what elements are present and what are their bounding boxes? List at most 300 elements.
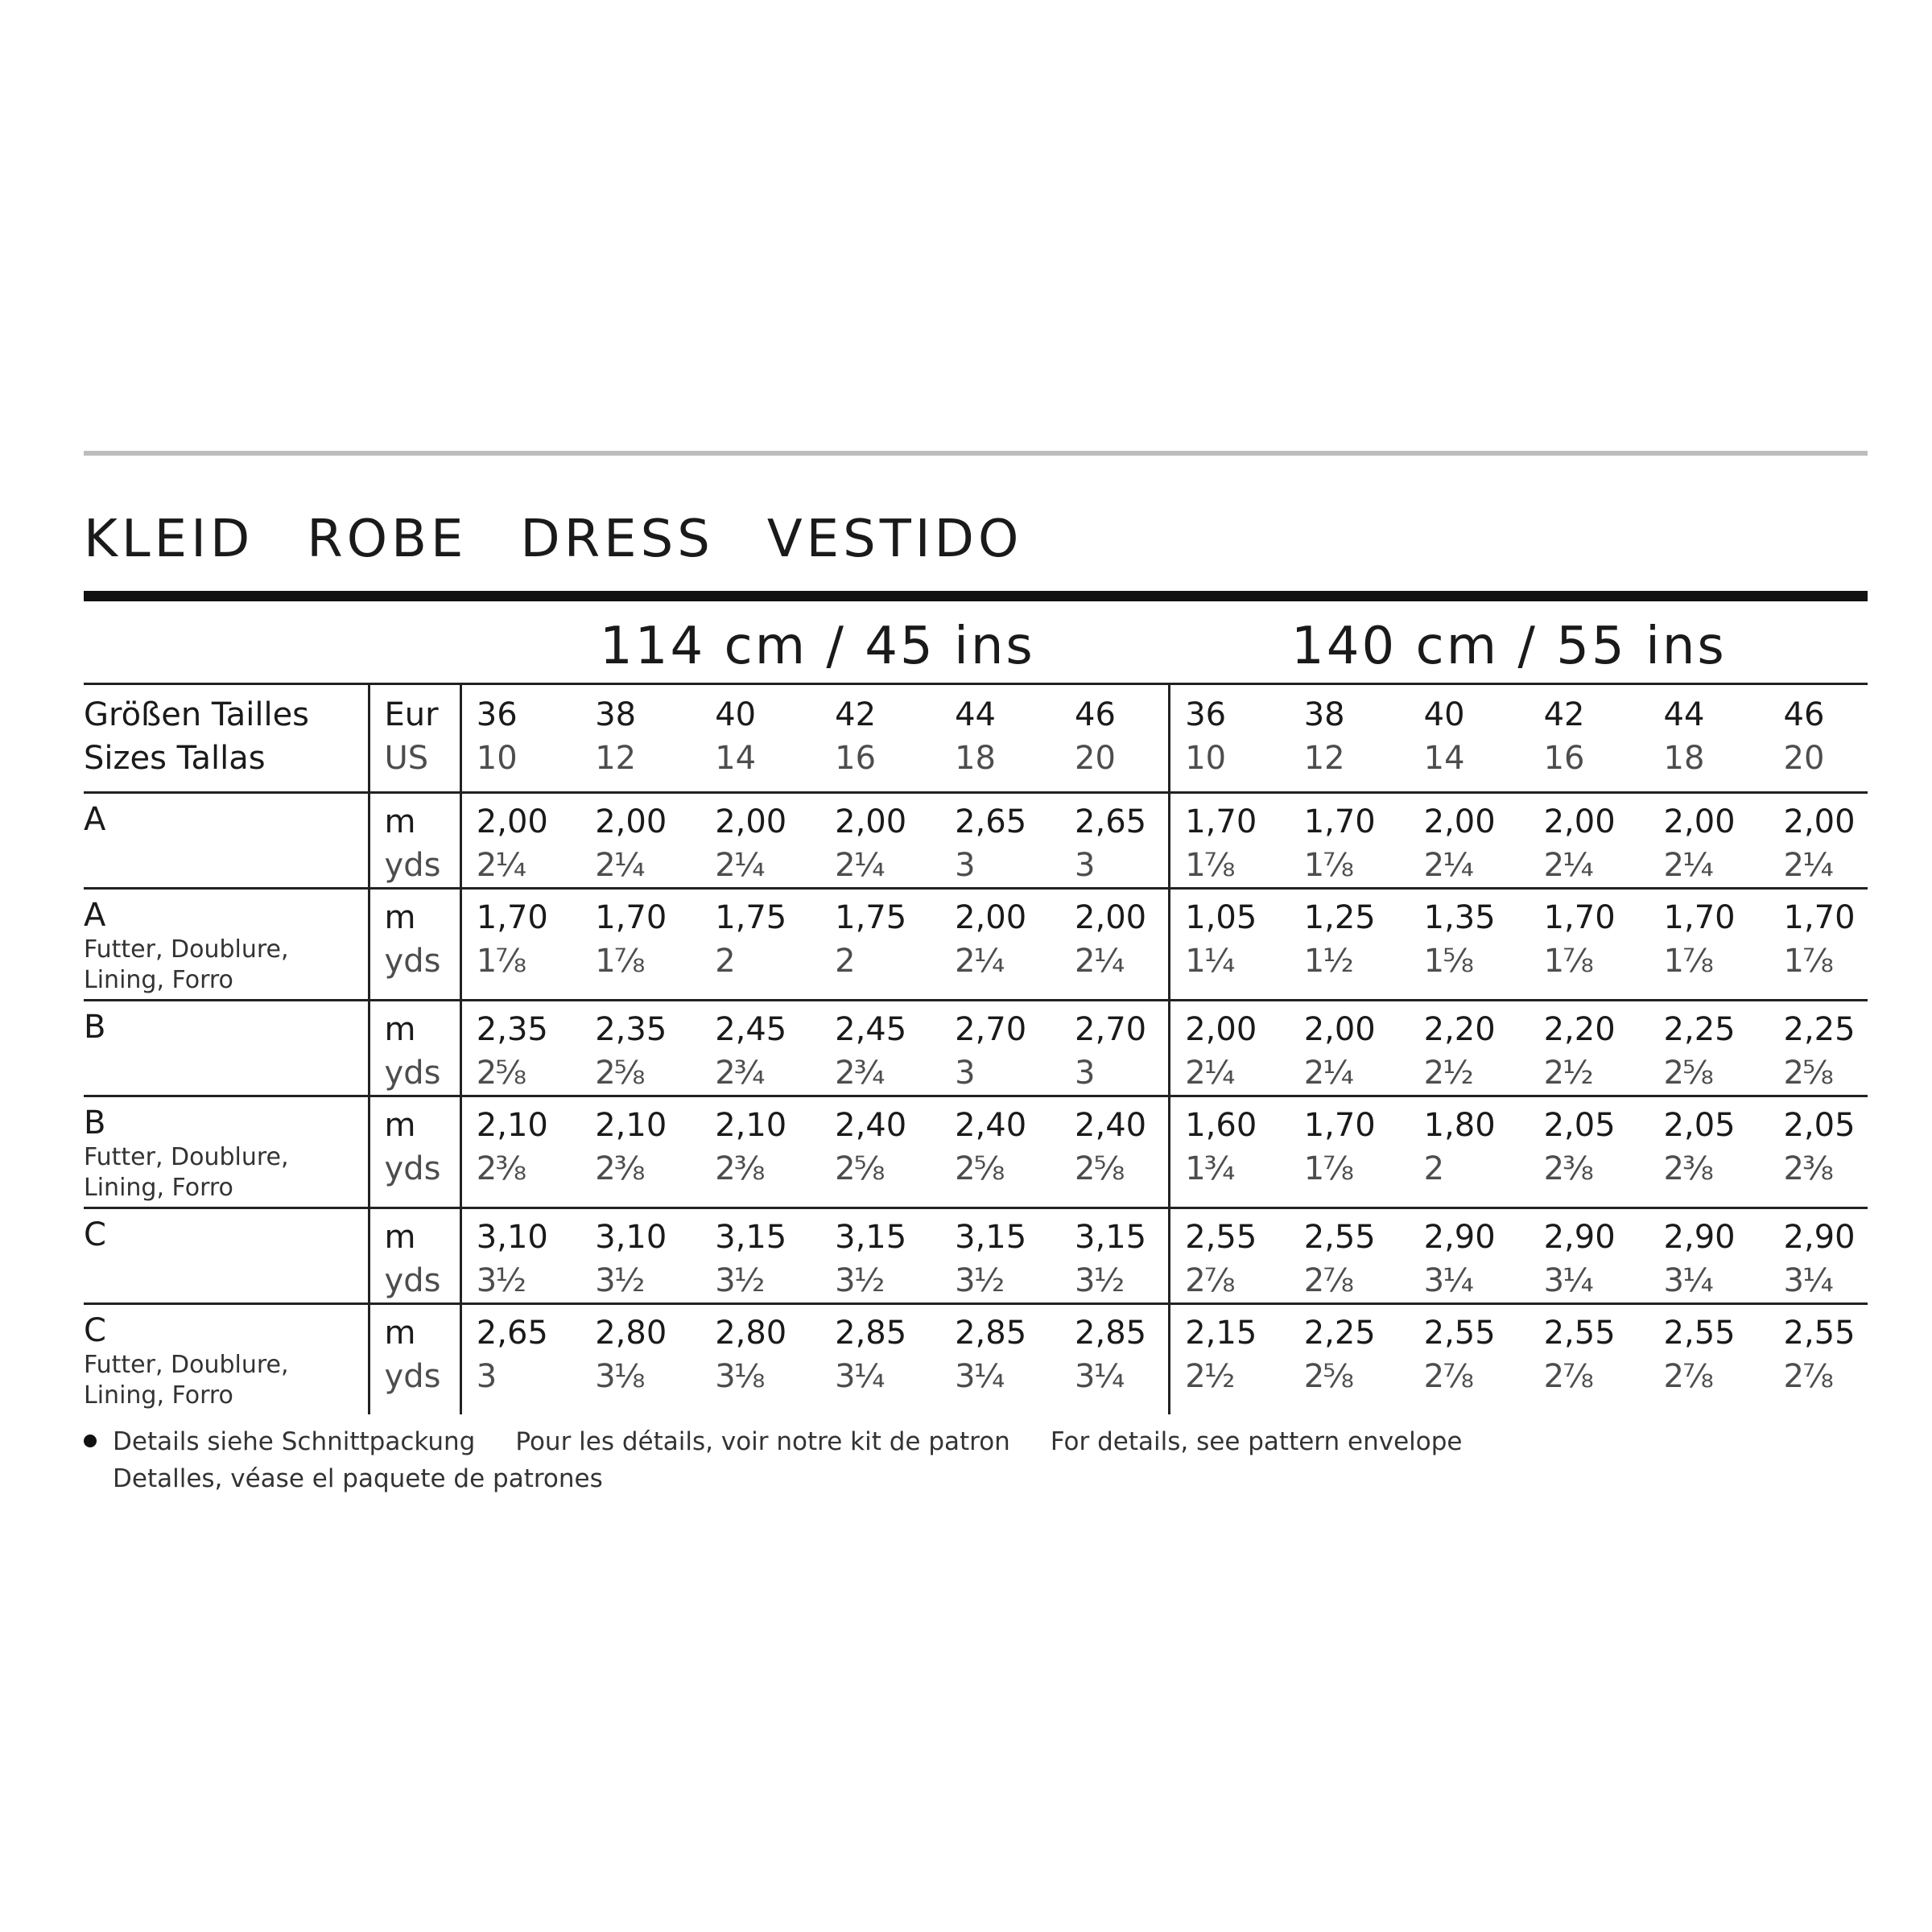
yardage-cell [1410, 889, 1530, 1001]
yardage-cell [1410, 1304, 1530, 1415]
metres-value: 2,00 [1303, 1011, 1376, 1048]
yardage-cell [1769, 1096, 1868, 1208]
yardage-cell [820, 1001, 940, 1096]
yardage-cell [1060, 793, 1170, 889]
size-label-line2: Sizes Tallas [84, 740, 266, 777]
lining-label-line2: Lining, Forro [84, 1174, 233, 1202]
yards-value: 2⅞ [1423, 1358, 1472, 1395]
yards-value: 3¼ [1423, 1262, 1472, 1299]
unit-metric: m [384, 899, 416, 936]
size-label-line1: Größen Tailles [84, 696, 310, 733]
yardage-cell [1410, 1208, 1530, 1304]
yards-value: 2½ [1423, 1055, 1472, 1092]
lining-label-line2: Lining, Forro [84, 1381, 233, 1410]
yardage-cell [1769, 1001, 1868, 1096]
metres-value: 2,85 [955, 1315, 1027, 1352]
metres-value: 2,15 [1185, 1315, 1257, 1352]
yards-value: 2⅞ [1185, 1262, 1234, 1299]
metres-value: 2,00 [476, 803, 548, 840]
yardage-cell [580, 1096, 700, 1208]
metres-value: 2,20 [1423, 1011, 1496, 1048]
title-german: KLEID [84, 510, 254, 569]
view-label-cell [84, 793, 369, 889]
yards-value: 2¾ [835, 1055, 884, 1092]
lining-label-line2: Lining, Forro [84, 966, 233, 994]
eur-size: 46 [1075, 696, 1116, 733]
yards-value: 2⅝ [1303, 1358, 1352, 1395]
size-column-header [1649, 684, 1769, 793]
yards-value: 1¼ [1185, 943, 1234, 980]
yards-value: 3⅛ [595, 1358, 644, 1395]
metres-value: 1,70 [1303, 803, 1376, 840]
yards-value: 2¼ [595, 847, 644, 884]
metres-value: 2,05 [1543, 1107, 1616, 1144]
us-size: 14 [715, 740, 757, 777]
us-size: 10 [476, 740, 518, 777]
metres-value: 2,25 [1303, 1315, 1376, 1352]
yardage-cell [1530, 793, 1649, 889]
metres-value: 2,35 [595, 1011, 667, 1048]
metres-value: 2,70 [1075, 1011, 1147, 1048]
metres-value: 2,00 [1185, 1011, 1257, 1048]
yardage-cell [1290, 793, 1410, 889]
yards-value: 2¼ [1423, 847, 1472, 884]
metres-value: 2,05 [1783, 1107, 1856, 1144]
unit-cell [369, 1096, 460, 1208]
yards-value: 1⅞ [595, 943, 644, 980]
view-row [84, 1304, 1868, 1415]
yardage-cell [1530, 1304, 1649, 1415]
yards-value: 2⅜ [1783, 1150, 1832, 1187]
view-label-cell [84, 1208, 369, 1304]
yardage-cell [460, 1001, 580, 1096]
yards-value: 2⅝ [1075, 1150, 1124, 1187]
metres-value: 2,35 [476, 1011, 548, 1048]
yardage-cell [1170, 1001, 1290, 1096]
view-code: C [84, 1216, 106, 1253]
view-row [84, 1208, 1868, 1304]
metres-value: 2,00 [1075, 899, 1147, 936]
us-size: 12 [1303, 740, 1345, 777]
yards-value: 3¼ [1783, 1262, 1832, 1299]
yardage-cell [580, 889, 700, 1001]
metres-value: 2,55 [1543, 1315, 1616, 1352]
footnote-german: Details siehe Schnittpackung [113, 1427, 476, 1456]
yardage-cell [1290, 1001, 1410, 1096]
yards-value: 2⅜ [1543, 1150, 1592, 1187]
yards-value: 2¼ [1543, 847, 1592, 884]
yards-value: 2⅝ [476, 1055, 525, 1092]
title-french: ROBE [307, 510, 468, 569]
view-label-cell [84, 1001, 369, 1096]
metres-value: 1,80 [1423, 1107, 1496, 1144]
yardage-cell [580, 1208, 700, 1304]
yardage-cell [940, 1096, 1060, 1208]
yardage-cell [1769, 1208, 1868, 1304]
metres-value: 1,70 [1783, 899, 1856, 936]
yards-value: 3¼ [1543, 1262, 1592, 1299]
view-code: B [84, 1104, 106, 1141]
yardage-cell [1290, 1304, 1410, 1415]
yardage-cell [1290, 889, 1410, 1001]
eur-size: 38 [595, 696, 637, 733]
metres-value: 2,90 [1543, 1219, 1616, 1256]
yards-value: 2⅜ [715, 1150, 764, 1187]
yardage-cell [1769, 793, 1868, 889]
yardage-cell [820, 793, 940, 889]
yards-value: 1⅞ [1303, 847, 1352, 884]
yards-value: 2¼ [715, 847, 764, 884]
metres-value: 3,10 [476, 1219, 548, 1256]
yards-value: 1⅞ [1303, 1150, 1352, 1187]
yardage-cell [1170, 1096, 1290, 1208]
eur-size: 42 [1543, 696, 1585, 733]
fabric-width-headers [0, 610, 1932, 683]
footnote [84, 1423, 1868, 1497]
metres-value: 2,10 [595, 1107, 667, 1144]
metres-value: 2,55 [1783, 1315, 1856, 1352]
yards-value: 2⅜ [595, 1150, 644, 1187]
yards-value: 3¼ [1075, 1358, 1124, 1395]
yardage-cell [820, 889, 940, 1001]
yards-value: 1⅞ [1185, 847, 1234, 884]
eur-size: 44 [955, 696, 996, 733]
yardage-cell [1060, 1304, 1170, 1415]
yards-value: 2½ [1185, 1358, 1234, 1395]
yardage-cell [1170, 1208, 1290, 1304]
metres-value: 2,55 [1185, 1219, 1257, 1256]
view-label-cell [84, 1304, 369, 1415]
metres-value: 1,70 [1663, 899, 1736, 936]
yardage-cell [1060, 1001, 1170, 1096]
eur-label: Eur [384, 696, 439, 733]
size-column-header [820, 684, 940, 793]
fabric-width-114: 114 cm / 45 ins [600, 617, 1035, 676]
yards-value: 3½ [595, 1262, 644, 1299]
yards-value: 1⅝ [1423, 943, 1472, 980]
metres-value: 1,75 [715, 899, 787, 936]
yardage-cell [940, 1001, 1060, 1096]
us-size: 14 [1423, 740, 1465, 777]
eur-size: 36 [1185, 696, 1227, 733]
metres-value: 2,10 [476, 1107, 548, 1144]
yards-value: 1⅞ [1543, 943, 1592, 980]
yards-value: 1⅞ [1663, 943, 1712, 980]
yardage-cell [1649, 793, 1769, 889]
yards-value: 1⅞ [1783, 943, 1832, 980]
eur-size: 40 [715, 696, 757, 733]
metres-value: 2,65 [476, 1315, 548, 1352]
metres-value: 2,55 [1303, 1219, 1376, 1256]
metres-value: 2,20 [1543, 1011, 1616, 1048]
unit-imperial: yds [384, 1358, 441, 1395]
garment-title [84, 506, 1022, 573]
us-size: 20 [1783, 740, 1825, 777]
metres-value: 2,00 [715, 803, 787, 840]
yardage-cell [700, 1096, 820, 1208]
unit-metric: m [384, 1219, 416, 1256]
metres-value: 2,80 [715, 1315, 787, 1352]
yards-value: 3½ [1075, 1262, 1124, 1299]
yardage-cell [1530, 1208, 1649, 1304]
footnote-spanish: Detalles, véase el paquete de patrones [113, 1464, 603, 1493]
unit-imperial: yds [384, 943, 441, 980]
title-spanish: VESTIDO [766, 510, 1023, 569]
yards-value: 1¾ [1185, 1150, 1234, 1187]
metres-value: 3,15 [835, 1219, 907, 1256]
metres-value: 2,40 [955, 1107, 1027, 1144]
us-size: 12 [595, 740, 637, 777]
view-code: B [84, 1009, 106, 1046]
unit-cell [369, 1304, 460, 1415]
footnote-english: For details, see pattern envelope [1050, 1427, 1463, 1456]
yards-value: 2¼ [476, 847, 525, 884]
yardage-cell [700, 1304, 820, 1415]
unit-imperial: yds [384, 1055, 441, 1092]
metres-value: 2,90 [1663, 1219, 1736, 1256]
metres-value: 1,05 [1185, 899, 1257, 936]
yards-value: 2⅜ [476, 1150, 525, 1187]
yards-value: 3½ [955, 1262, 1004, 1299]
bullet-icon [84, 1435, 97, 1447]
yardage-cell [1170, 889, 1290, 1001]
yards-value: 2⅞ [1303, 1262, 1352, 1299]
yardage-cell [700, 889, 820, 1001]
yards-value: 2⅝ [595, 1055, 644, 1092]
yards-value: 2 [835, 943, 854, 980]
metres-value: 2,25 [1783, 1011, 1856, 1048]
yardage-cell [1410, 1096, 1530, 1208]
size-column-header [1290, 684, 1410, 793]
yardage-cell [1530, 1001, 1649, 1096]
eur-size: 40 [1423, 696, 1465, 733]
yards-value: 1⅞ [476, 943, 525, 980]
view-code: C [84, 1312, 106, 1349]
unit-metric: m [384, 1315, 416, 1352]
yardage-cell [820, 1096, 940, 1208]
yards-value: 2½ [1543, 1055, 1592, 1092]
metres-value: 2,00 [595, 803, 667, 840]
yards-value: 3 [955, 1055, 974, 1092]
metres-value: 2,00 [835, 803, 907, 840]
yardage-cell [1410, 1001, 1530, 1096]
unit-imperial: yds [384, 1150, 441, 1187]
metres-value: 2,70 [955, 1011, 1027, 1048]
size-column-header [1060, 684, 1170, 793]
view-row [84, 889, 1868, 1001]
yards-value: 3½ [476, 1262, 525, 1299]
metres-value: 1,70 [1185, 803, 1257, 840]
yards-value: 2 [715, 943, 734, 980]
size-column-header [1170, 684, 1290, 793]
metres-value: 2,55 [1423, 1315, 1496, 1352]
yardage-cell [1060, 889, 1170, 1001]
yards-value: 2⅝ [1783, 1055, 1832, 1092]
view-row [84, 793, 1868, 889]
lining-label-line1: Futter, Doublure, [84, 935, 289, 964]
unit-metric: m [384, 803, 416, 840]
view-label-cell [84, 889, 369, 1001]
metres-value: 2,65 [955, 803, 1027, 840]
yardage-cell [940, 1208, 1060, 1304]
yardage-cell [460, 793, 580, 889]
metres-value: 1,60 [1185, 1107, 1257, 1144]
yardage-cell [1290, 1096, 1410, 1208]
eur-size: 44 [1663, 696, 1705, 733]
view-code: A [84, 897, 106, 934]
yards-value: 2⅞ [1783, 1358, 1832, 1395]
yards-value: 2¼ [1663, 847, 1712, 884]
yards-value: 2¼ [1783, 847, 1832, 884]
yards-value: 3½ [715, 1262, 764, 1299]
yardage-cell [1649, 1304, 1769, 1415]
size-column-header [700, 684, 820, 793]
yards-value: 2⅝ [955, 1150, 1004, 1187]
metres-value: 2,25 [1663, 1011, 1736, 1048]
yardage-cell [1170, 1304, 1290, 1415]
yardage-cell [700, 793, 820, 889]
yardage-cell [700, 1001, 820, 1096]
yardage-cell [940, 793, 1060, 889]
metres-value: 2,90 [1423, 1219, 1496, 1256]
yardage-cell [460, 1096, 580, 1208]
metres-value: 2,65 [1075, 803, 1147, 840]
yardage-cell [1649, 1096, 1769, 1208]
metres-value: 2,85 [835, 1315, 907, 1352]
us-size: 20 [1075, 740, 1116, 777]
size-column-header [1410, 684, 1530, 793]
metres-value: 1,70 [1543, 899, 1616, 936]
yards-value: 2 [1423, 1150, 1443, 1187]
yardage-cell [1170, 793, 1290, 889]
us-label: US [384, 740, 429, 777]
metres-value: 2,45 [715, 1011, 787, 1048]
yards-value: 2⅜ [1663, 1150, 1712, 1187]
yardage-cell [820, 1304, 940, 1415]
metres-value: 1,25 [1303, 899, 1376, 936]
yards-value: 3 [955, 847, 974, 884]
metres-value: 3,10 [595, 1219, 667, 1256]
yardage-cell [1060, 1208, 1170, 1304]
yards-value: 2¾ [715, 1055, 764, 1092]
yards-value: 2¼ [1075, 943, 1124, 980]
metres-value: 1,70 [476, 899, 548, 936]
yards-value: 2¼ [1303, 1055, 1352, 1092]
us-size: 16 [1543, 740, 1585, 777]
unit-cell [369, 1001, 460, 1096]
metres-value: 2,55 [1663, 1315, 1736, 1352]
metres-value: 1,70 [595, 899, 667, 936]
yardage-cell [1410, 793, 1530, 889]
yards-value: 1½ [1303, 943, 1352, 980]
yards-value: 3¼ [955, 1358, 1004, 1395]
yardage-cell [460, 889, 580, 1001]
yards-value: 3 [1075, 847, 1094, 884]
lining-label-line1: Futter, Doublure, [84, 1143, 289, 1171]
yardage-cell [580, 1304, 700, 1415]
title-english: DRESS [520, 510, 714, 569]
yards-value: 3¼ [1663, 1262, 1712, 1299]
yardage-cell [580, 793, 700, 889]
eur-size: 46 [1783, 696, 1825, 733]
metres-value: 2,80 [595, 1315, 667, 1352]
metres-value: 2,00 [1783, 803, 1856, 840]
size-column-header [580, 684, 700, 793]
metres-value: 2,10 [715, 1107, 787, 1144]
yards-value: 2⅝ [835, 1150, 884, 1187]
top-divider [84, 451, 1868, 456]
yards-value: 2⅝ [1663, 1055, 1712, 1092]
yards-value: 2¼ [1185, 1055, 1234, 1092]
unit-imperial: yds [384, 1262, 441, 1299]
unit-metric: m [384, 1011, 416, 1048]
metres-value: 1,35 [1423, 899, 1496, 936]
metres-value: 2,90 [1783, 1219, 1856, 1256]
metres-value: 2,05 [1663, 1107, 1736, 1144]
yards-value: 2¼ [955, 943, 1004, 980]
yardage-cell [940, 889, 1060, 1001]
yards-value: 3 [1075, 1055, 1094, 1092]
size-column-header [1769, 684, 1868, 793]
metres-value: 2,00 [1663, 803, 1736, 840]
view-row [84, 1001, 1868, 1096]
yardage-cell [460, 1304, 580, 1415]
metres-value: 2,45 [835, 1011, 907, 1048]
metres-value: 2,40 [835, 1107, 907, 1144]
metres-value: 2,00 [1543, 803, 1616, 840]
us-size: 18 [1663, 740, 1705, 777]
yards-value: 3½ [835, 1262, 884, 1299]
unit-cell [369, 793, 460, 889]
size-header-row [84, 684, 1868, 793]
metres-value: 1,70 [1303, 1107, 1376, 1144]
view-row [84, 1096, 1868, 1208]
yardage-cell [1290, 1208, 1410, 1304]
us-size: 10 [1185, 740, 1227, 777]
view-code: A [84, 801, 106, 838]
yardage-table [84, 683, 1868, 1414]
footnote-french: Pour les détails, voir notre kit de patron [515, 1427, 1010, 1456]
size-column-header [460, 684, 580, 793]
title-divider [84, 591, 1868, 601]
metres-value: 2,40 [1075, 1107, 1147, 1144]
yards-value: 2⅞ [1543, 1358, 1592, 1395]
eur-size: 42 [835, 696, 877, 733]
size-column-header [940, 684, 1060, 793]
yards-value: 2⅞ [1663, 1358, 1712, 1395]
yardage-cell [700, 1208, 820, 1304]
yards-value: 3 [476, 1358, 496, 1395]
lining-label-line1: Futter, Doublure, [84, 1351, 289, 1379]
yardage-cell [1649, 889, 1769, 1001]
eur-size: 36 [476, 696, 518, 733]
unit-cell [369, 1208, 460, 1304]
view-label-cell [84, 1096, 369, 1208]
yards-value: 3¼ [835, 1358, 884, 1395]
unit-imperial: yds [384, 847, 441, 884]
yardage-cell [1530, 1096, 1649, 1208]
metres-value: 3,15 [955, 1219, 1027, 1256]
yards-value: 3⅛ [715, 1358, 764, 1395]
eur-size: 38 [1303, 696, 1345, 733]
us-size: 18 [955, 740, 996, 777]
yardage-cell [820, 1208, 940, 1304]
yardage-cell [940, 1304, 1060, 1415]
yardage-cell [1769, 1304, 1868, 1415]
metres-value: 1,75 [835, 899, 907, 936]
metres-value: 3,15 [715, 1219, 787, 1256]
yardage-cell [1769, 889, 1868, 1001]
